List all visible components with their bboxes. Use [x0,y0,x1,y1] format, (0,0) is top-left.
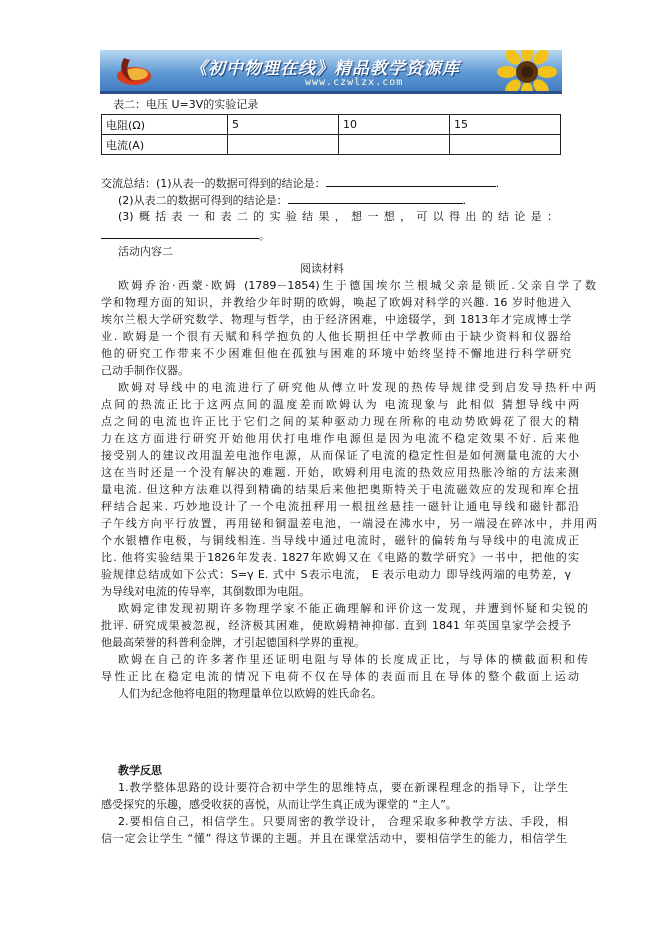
reflection-line: 2.要相信自己，相信学生。只要周密的教学设计， 合理采取多种教学方法、手段，相 [118,815,568,828]
reading-title: 阅读材料 [300,262,344,275]
summary-q2: (2)从表二的数据可得到的结论是： . [118,194,467,207]
table-cell: 10 [338,115,449,135]
table2 [101,114,561,155]
article-line: 导性正比在稳定电流的情况下电荷不仅在导体的表面而且在导体的整个截面上运动 [101,670,579,683]
header-rule [100,91,562,94]
article-line: 他的研究工作带来不少困难但他在孤独与困难的环境中始终坚持不懈地进行科学研究 [101,347,571,360]
article-line: 个水银槽作电极，与铜线相连. 当导线中通过电流时，磁针的偏转角与导线中的电流成正 [101,534,579,547]
article-line: 秤结合起来. 巧妙地设计了一个电流扭秤用一根扭丝悬挂一磁针让通电导线和磁针都沿 [101,500,579,513]
article-line: 学和物理方面的知识，并教给少年时期的欧姆，唤起了欧姆对科学的兴趣. 16 岁时他进入 [101,296,571,309]
answer-blank [288,192,463,204]
article-line: 为导线对电流的传导率，其倒数即为电阻。 [101,585,310,598]
article-line: 比. 他将实验结果于1826年发表. 1827年欧姆又在《电路的数学研究》一书中，把他的实 [101,551,579,564]
reflection-title: 教学反思 [118,764,162,777]
header-title: 《初中物理在线》精品教学资源库 [190,59,460,79]
logo-swirl-icon [114,54,154,90]
table-row [102,115,561,135]
article-line: 欧姆乔治·西蒙·欧姆 (1789－1854)生于德国埃尔兰根城父亲是锁匠.父亲自学了数 [118,279,596,292]
article-line: 人们为纪念他将电阻的物理量单位以欧姆的姓氏命名。 [118,687,382,700]
table-cell: 5 [227,115,338,135]
article-line: 埃尔兰根大学研究数学、物理与哲学，由于经济困难，中途辍学，到 1813年才完成博士学 [101,313,571,326]
article-line: 欧姆定律发现初期许多物理学家不能正确理解和评价这一发现，并遭到怀疑和尖锐的 [118,602,588,615]
table-cell [227,135,338,155]
article-line: 这在当时还是一个没有解决的难题. 开始，欧姆利用电流的热效应用热胀冷缩的方法来测 [101,466,579,479]
article-line: 他最高荣誉的科普利金牌，才引起德国科学界的重视。 [101,636,365,649]
article-line: 点间的热流正比于这两点间的温度差而欧姆认为 电流现象与 此相似 猜想导线中两 [101,398,579,411]
article-line: 欧姆在自己的许多著作里还证明电阻与导体的长度成正比，与导体的横截面积和传 [118,653,588,666]
article-line: 批评. 研究成果被忽视，经济极其困难，使欧姆精神抑郁. 直到 1841 年英国皇家学会授予 [101,619,571,632]
header-banner [100,50,562,94]
summary-q3: (3)概括表一和表二的实验结果，想一想，可以得出的结论是： [118,210,558,223]
article-line: 接受别人的建议改用温差电池作电源，从而保证了电流的稳定性但是如何测量电流的大小 [101,449,579,462]
article-line: 量电流. 但这种方法难以得到精确的结果后来他把奥斯特关于电流磁效应的发现和库仑扭 [101,483,579,496]
summary-q1: 交流总结：(1)从表一的数据可得到的结论是： . [101,177,500,190]
article-line: 验规律总结成如下公式：S=γ E. 式中 S表示电流， E 表示电动力 即导线两端的电势差，γ [101,568,571,581]
activity-label: 活动内容二 [118,245,173,258]
table-cell: 15 [449,115,560,135]
table-cell: 电流(A) [102,135,228,155]
reflection-line: 感受探究的乐趣，感受收获的喜悦，从而让学生真正成为课堂的 “主人”。 [101,798,457,811]
reflection-line: 1.教学整体思路的设计要符合初中学生的思维特点，要在新课程理念的指导下，让学生 [118,781,568,794]
article-line: 己动手制作仪器。 [101,364,189,377]
table-cell [338,135,449,155]
table2-caption: 表二：电压 U=3V的实验记录 [113,98,259,111]
summary-q3-end: 。 [101,227,270,243]
article-line: 力在这方面进行研究开始他用伏打电堆作电源但是因为电流不稳定效果不好. 后来他 [101,432,579,445]
answer-blank [101,227,259,239]
header-url: www.czwlzx.com [305,77,404,88]
article-line: 点之间的电流也许正比于它们之间的某种驱动力现在所称的电动势欧姆花了很大的精 [101,415,579,428]
table-cell: 电阻(Ω) [102,115,228,135]
article-line: 欧姆对导线中的电流进行了研究他从傅立叶发现的热传导规律受到启发导热杆中两 [118,381,596,394]
table-row [102,135,561,155]
article-line: 业. 欧姆是一个很有天赋和科学抱负的人他长期担任中学教师由于缺少资料和仪器给 [101,330,571,343]
answer-blank [326,175,496,187]
table-cell [449,135,560,155]
article-line: 子午线方向平行放置，再用铋和铜温差电池，一端浸在沸水中，另一端浸在碎冰中，并用两 [101,517,597,530]
reflection-line: 信一定会让学生 “懂” 得这节课的主题。并且在课堂活动中，要相信学生的能力，相信学生 [101,832,567,845]
sunflower-icon [492,50,562,94]
